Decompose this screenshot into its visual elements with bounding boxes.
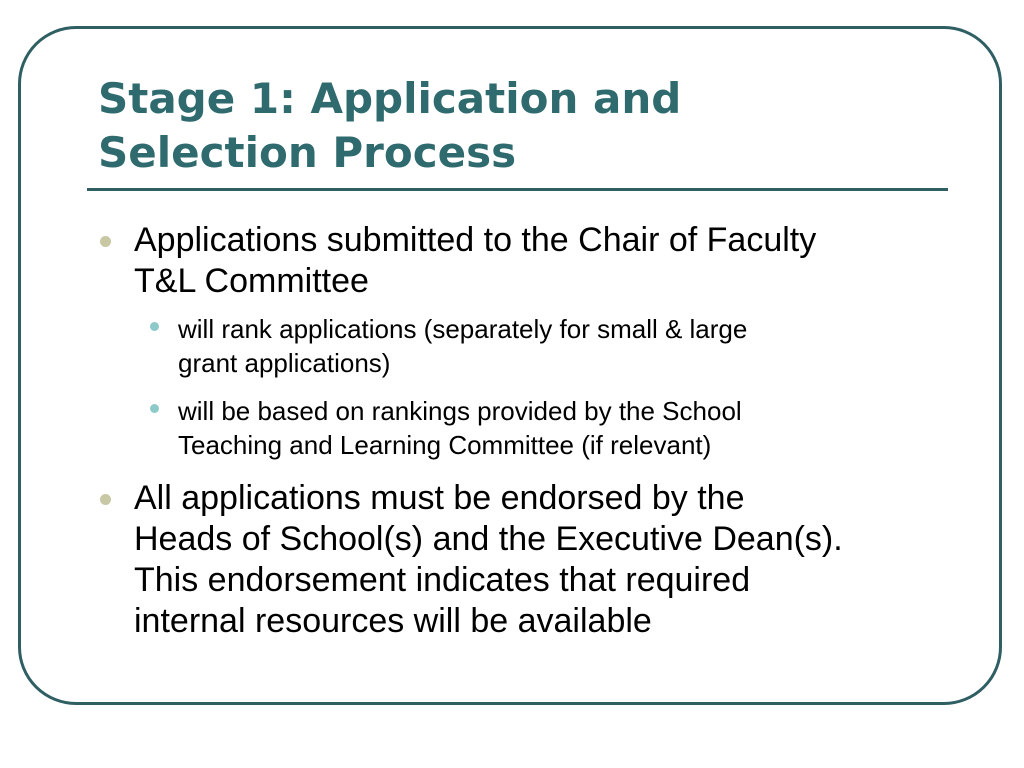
round-bullet-icon: [150, 404, 159, 413]
bullet-item: [98, 220, 958, 462]
bullet-text-line: internal resources will be available: [134, 602, 652, 640]
sub-bullet-item: [142, 394, 958, 462]
sub-bullet-text-line: will rank applications (separately for small & large: [178, 314, 748, 344]
bullet-text-line: This endorsement indicates that required: [134, 561, 751, 599]
bullet-text-line: Applications submitted to the Chair of Faculty: [134, 221, 817, 259]
slide-title: [98, 72, 918, 180]
round-bullet-icon: [100, 494, 111, 505]
sub-bullet-list: [142, 312, 958, 462]
title-line: Selection Process: [98, 128, 517, 177]
round-bullet-icon: [100, 236, 111, 247]
round-bullet-icon: [150, 322, 159, 331]
sub-bullet-text-line: grant applications): [178, 348, 391, 378]
title-line: Stage 1: Application and: [98, 74, 682, 123]
title-divider: [87, 188, 948, 191]
bullet-list: [98, 220, 958, 658]
bullet-text-line: T&L Committee: [134, 262, 369, 300]
bullet-text-line: Heads of School(s) and the Executive Dean(s).: [134, 520, 843, 558]
sub-bullet-text-line: will be based on rankings provided by the School: [178, 396, 742, 426]
bullet-item: [98, 478, 958, 642]
bullet-text-line: All applications must be endorsed by the: [134, 479, 745, 517]
sub-bullet-item: [142, 312, 958, 380]
sub-bullet-text-line: Teaching and Learning Committee (if relevant): [178, 430, 712, 460]
